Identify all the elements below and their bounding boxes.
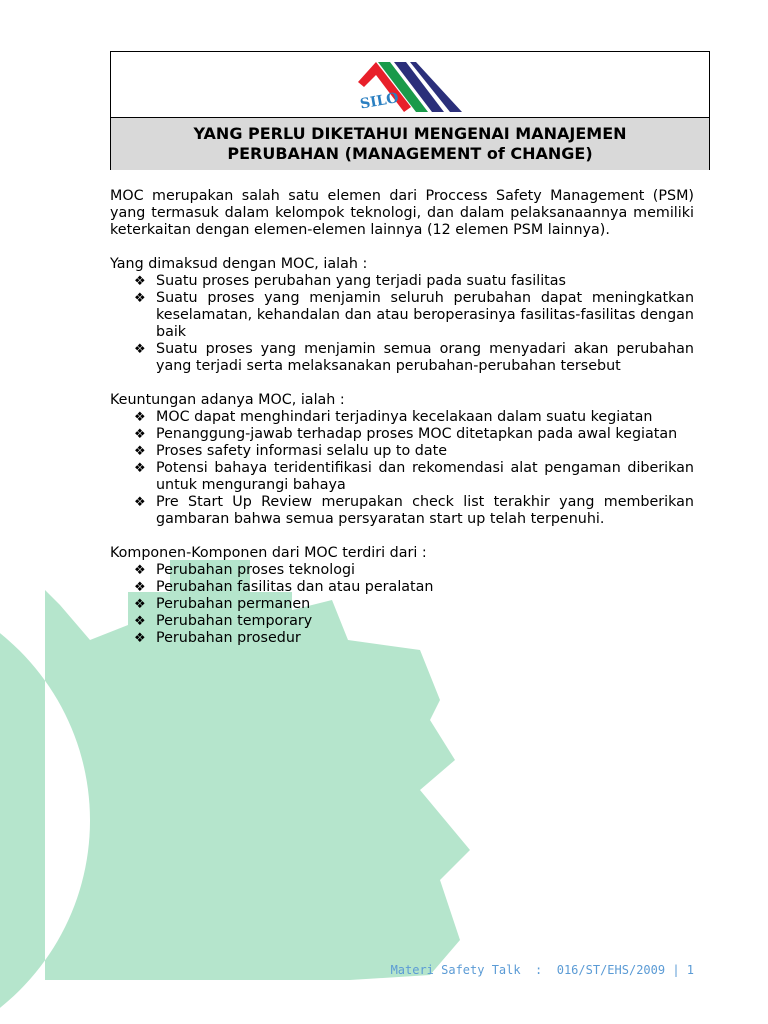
list-item-text: Suatu proses yang menjamin semua orang menyadari akan perubahan yang terjadi serta melaksanakan perubahan-perubahan tersebut [156, 341, 694, 374]
diamond-bullet-icon: ❖ [134, 444, 146, 459]
list-item-text: Perubahan fasilitas dan atau peralatan [156, 579, 434, 595]
intro-paragraph: MOC merupakan salah satu elemen dari Proccess Safety Management (PSM) yang termasuk dalam kelompok teknologi, dan dalam pelaksanaannya memiliki keterkaitan dengan elemen-elemen lainnya (12 elemen PSM lainnya). [110, 188, 694, 238]
list-item-text: Penanggung-jawab terhadap proses MOC ditetapkan pada awal kegiatan [156, 426, 678, 442]
title-line-2: PERUBAHAN (MANAGEMENT of CHANGE) [227, 144, 593, 163]
list-item [110, 494, 694, 528]
list-item-text: MOC dapat menghindari terjadinya kecelakaan dalam suatu kegiatan [156, 409, 653, 425]
page-footer: Materi Safety Talk : 016/ST/EHS/2009 | 1 [390, 963, 694, 977]
list-item [110, 460, 694, 494]
diamond-bullet-icon: ❖ [134, 631, 146, 646]
list-item [110, 341, 694, 375]
diamond-bullet-icon: ❖ [134, 410, 146, 425]
bullet-list [110, 273, 694, 375]
list-item-text: Potensi bahaya teridentifikasi dan rekomendasi alat pengaman diberikan untuk mengurangi bahaya [156, 460, 694, 493]
list-item-text: Pre Start Up Review merupakan check list terakhir yang memberikan gambaran bahwa semua persyaratan start up telah terpenuhi. [156, 494, 694, 527]
list-item [110, 613, 694, 630]
document-body [110, 188, 694, 647]
bullet-list [110, 562, 694, 647]
list-item [110, 579, 694, 596]
list-item-text: Proses safety informasi selalu up to date [156, 443, 448, 459]
diamond-bullet-icon: ❖ [134, 614, 146, 629]
diamond-bullet-icon: ❖ [134, 291, 146, 306]
section-title: Komponen-Komponen dari MOC terdiri dari : [110, 545, 427, 561]
list-item-text: Suatu proses perubahan yang terjadi pada suatu fasilitas [156, 273, 566, 289]
list-item [110, 409, 694, 426]
diamond-bullet-icon: ❖ [134, 342, 146, 357]
diamond-bullet-icon: ❖ [134, 495, 146, 510]
title-line-1: YANG PERLU DIKETAHUI MENGENAI MANAJEMEN [193, 124, 627, 143]
list-item-text: Perubahan permanen [156, 596, 311, 612]
list-item-text: Perubahan temporary [156, 613, 313, 629]
section-definition [110, 256, 694, 375]
diamond-bullet-icon: ❖ [134, 461, 146, 476]
list-item [110, 443, 694, 460]
list-item [110, 273, 694, 290]
silo-logo-icon [356, 57, 466, 113]
header-box [110, 51, 710, 170]
list-item [110, 290, 694, 341]
list-item [110, 562, 694, 579]
list-item-text: Suatu proses yang menjamin seluruh perubahan dapat meningkatkan keselamatan, kehandalan dan atau beroperasinya fasilitas-fasilitas dengan baik [156, 290, 694, 340]
list-item-text: Perubahan prosedur [156, 630, 301, 646]
list-item [110, 596, 694, 613]
section-components [110, 545, 694, 647]
page-title [111, 117, 709, 170]
list-item [110, 630, 694, 647]
section-benefits [110, 392, 694, 528]
section-title: Keuntungan adanya MOC, ialah : [110, 392, 345, 408]
logo-area [111, 52, 709, 117]
list-item-text: Perubahan proses teknologi [156, 562, 355, 578]
diamond-bullet-icon: ❖ [134, 427, 146, 442]
bullet-list [110, 409, 694, 528]
diamond-bullet-icon: ❖ [134, 597, 146, 612]
section-title: Yang dimaksud dengan MOC, ialah : [110, 256, 368, 272]
diamond-bullet-icon: ❖ [134, 563, 146, 578]
list-item [110, 426, 694, 443]
logo-text: SILO [358, 90, 400, 113]
diamond-bullet-icon: ❖ [134, 580, 146, 595]
diamond-bullet-icon: ❖ [134, 274, 146, 289]
